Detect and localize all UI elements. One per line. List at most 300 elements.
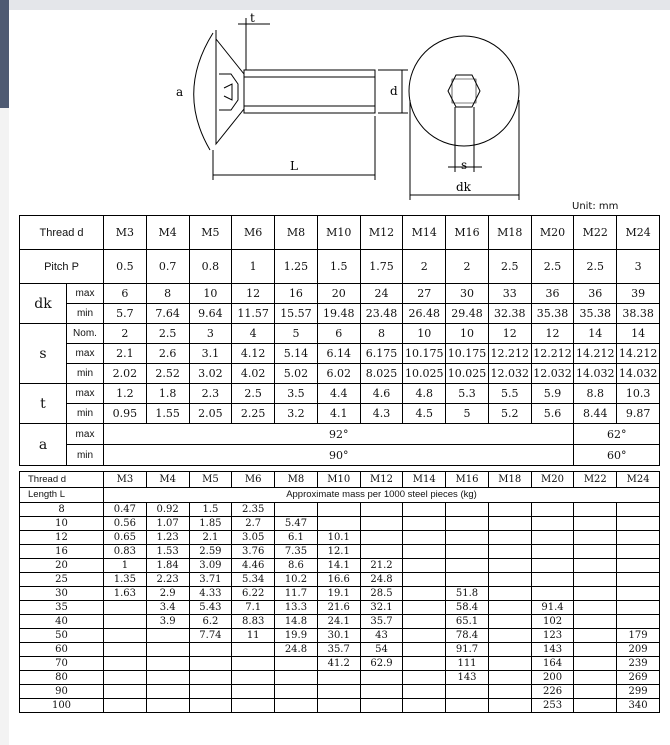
table-cell: 2 — [104, 324, 147, 344]
mass-value: 4.46 — [232, 559, 275, 573]
size-header: M3 — [104, 216, 147, 250]
table-cell: 2.5 — [146, 324, 189, 344]
label-L: L — [290, 159, 298, 173]
table-cell: 11.57 — [232, 304, 275, 324]
mass-value: 6.2 — [189, 615, 232, 629]
mass-value: 1.35 — [104, 573, 147, 587]
size-header: M24 — [617, 472, 660, 488]
max-label: max — [67, 344, 104, 364]
table-cell: 7.64 — [146, 304, 189, 324]
mass-value — [574, 629, 617, 643]
label-t: t — [250, 11, 255, 25]
mass-value — [574, 587, 617, 601]
mass-value: 123 — [531, 629, 574, 643]
socket-bottom — [224, 84, 232, 100]
table-cell: 2.1 — [104, 344, 147, 364]
table-cell: 3 — [189, 324, 232, 344]
length-label: Length L — [20, 488, 104, 503]
mass-value — [403, 685, 446, 699]
table-cell: 5.14 — [275, 344, 318, 364]
mass-value: 0.65 — [104, 531, 147, 545]
mass-value — [446, 699, 489, 713]
size-header: M14 — [403, 216, 446, 250]
mass-value: 1.53 — [146, 545, 189, 559]
dk-max-row — [20, 284, 660, 304]
table-cell: 32.38 — [488, 304, 531, 324]
table-cell: 2.02 — [104, 364, 147, 384]
length-value: 30 — [20, 587, 104, 601]
table-cell: 3.5 — [275, 384, 318, 404]
mass-value — [189, 685, 232, 699]
table-cell: 36 — [531, 284, 574, 304]
mass-value: 62.9 — [360, 657, 403, 671]
mass-value: 32.1 — [360, 601, 403, 615]
mass-value: 91.7 — [446, 643, 489, 657]
size-header: M24 — [617, 216, 660, 250]
mass-value — [574, 531, 617, 545]
mass-thread-row — [20, 472, 660, 488]
table-cell: 4.12 — [232, 344, 275, 364]
mass-value — [488, 559, 531, 573]
size-header: M10 — [317, 472, 360, 488]
mass-value: 14.1 — [317, 559, 360, 573]
mass-value: 5.47 — [275, 517, 318, 531]
length-value: 25 — [20, 573, 104, 587]
length-value: 80 — [20, 671, 104, 685]
table-cell: 4 — [232, 324, 275, 344]
table-cell: 23.48 — [360, 304, 403, 324]
table-cell: 10 — [403, 324, 446, 344]
mass-value: 8.6 — [275, 559, 318, 573]
table-cell: 33 — [488, 284, 531, 304]
mass-value — [189, 657, 232, 671]
table-cell: 3.02 — [189, 364, 232, 384]
size-header: M12 — [360, 472, 403, 488]
a-min-standard: 90° — [104, 445, 574, 466]
table-cell: 9.64 — [189, 304, 232, 324]
mass-value: 6.1 — [275, 531, 318, 545]
mass-thread-label: Thread d — [20, 472, 104, 488]
mass-value — [446, 573, 489, 587]
table-cell: 0.5 — [104, 250, 147, 284]
unit-label: Unit: mm — [572, 201, 619, 212]
table-cell: 5 — [446, 404, 489, 424]
mass-row — [20, 601, 660, 615]
table-cell: 5.6 — [531, 404, 574, 424]
table-cell: 14 — [574, 324, 617, 344]
mass-value — [317, 503, 360, 517]
mass-value — [531, 587, 574, 601]
end-view-circle — [409, 36, 519, 146]
table-cell: 26.48 — [403, 304, 446, 324]
mass-row — [20, 657, 660, 671]
mass-value — [104, 657, 147, 671]
mass-value — [574, 671, 617, 685]
table-cell: 1 — [232, 250, 275, 284]
mass-value — [574, 699, 617, 713]
max-label: max — [67, 424, 104, 445]
mass-value — [488, 531, 531, 545]
table-cell: 10.175 — [403, 344, 446, 364]
label-s: s — [461, 158, 468, 172]
mass-value — [574, 601, 617, 615]
table-cell: 12 — [232, 284, 275, 304]
mass-value: 3.71 — [189, 573, 232, 587]
mass-value — [617, 545, 660, 559]
table-cell: 10 — [446, 324, 489, 344]
size-header: M3 — [104, 472, 147, 488]
size-header: M20 — [531, 216, 574, 250]
mass-length-row — [20, 488, 660, 503]
table-cell: 2.3 — [189, 384, 232, 404]
mass-value: 111 — [446, 657, 489, 671]
mass-value — [531, 517, 574, 531]
table-cell: 15.57 — [275, 304, 318, 324]
mass-value: 1 — [104, 559, 147, 573]
size-header: M18 — [488, 216, 531, 250]
mass-value: 299 — [617, 685, 660, 699]
mass-value — [488, 503, 531, 517]
mass-value: 226 — [531, 685, 574, 699]
a-max-standard: 92° — [104, 424, 574, 445]
mass-value: 41.2 — [317, 657, 360, 671]
size-header: M16 — [446, 216, 489, 250]
nom-label: Nom. — [67, 324, 104, 344]
mass-value — [275, 503, 318, 517]
mass-value — [104, 629, 147, 643]
table-cell: 35.38 — [531, 304, 574, 324]
screw-shank — [244, 70, 375, 113]
table-cell: 2.52 — [146, 364, 189, 384]
mass-value — [317, 699, 360, 713]
length-value: 12 — [20, 531, 104, 545]
mass-value: 8.83 — [232, 615, 275, 629]
mass-value — [617, 615, 660, 629]
mass-value — [446, 685, 489, 699]
length-value: 100 — [20, 699, 104, 713]
mass-value: 35.7 — [317, 643, 360, 657]
table-cell: 3 — [617, 250, 660, 284]
mass-value — [446, 559, 489, 573]
mass-value — [104, 671, 147, 685]
table-cell: 2.6 — [146, 344, 189, 364]
mass-value: 239 — [617, 657, 660, 671]
mass-row — [20, 671, 660, 685]
length-value: 60 — [20, 643, 104, 657]
min-label: min — [67, 304, 104, 324]
mass-value — [574, 559, 617, 573]
mass-row — [20, 545, 660, 559]
mass-value: 6.22 — [232, 587, 275, 601]
mass-value — [488, 643, 531, 657]
mass-value: 10.1 — [317, 531, 360, 545]
table-cell: 6.02 — [317, 364, 360, 384]
table-cell: 12.212 — [488, 344, 531, 364]
length-value: 35 — [20, 601, 104, 615]
mass-value — [617, 573, 660, 587]
mass-row — [20, 559, 660, 573]
mass-value: 143 — [446, 671, 489, 685]
mass-value: 0.92 — [146, 503, 189, 517]
mass-value: 2.7 — [232, 517, 275, 531]
mass-value — [104, 643, 147, 657]
mass-row — [20, 573, 660, 587]
mass-value — [403, 573, 446, 587]
table-cell: 5.02 — [275, 364, 318, 384]
mass-value: 2.9 — [146, 587, 189, 601]
mass-value: 1.23 — [146, 531, 189, 545]
table-cell: 20 — [317, 284, 360, 304]
mass-value: 2.59 — [189, 545, 232, 559]
mass-value — [189, 671, 232, 685]
table-cell: 0.8 — [189, 250, 232, 284]
mass-value — [574, 643, 617, 657]
pitch-label: Pitch P — [20, 250, 104, 284]
mass-value — [574, 517, 617, 531]
mass-value — [617, 587, 660, 601]
screw-technical-drawing — [0, 0, 670, 215]
mass-value: 179 — [617, 629, 660, 643]
mass-value: 5.43 — [189, 601, 232, 615]
size-header: M5 — [189, 472, 232, 488]
table-cell: 12.212 — [531, 344, 574, 364]
table-cell: 6.14 — [317, 344, 360, 364]
size-header: M5 — [189, 216, 232, 250]
size-header: M12 — [360, 216, 403, 250]
table-cell: 9.87 — [617, 404, 660, 424]
table-cell: 14.032 — [617, 364, 660, 384]
mass-value — [403, 629, 446, 643]
mass-value — [617, 601, 660, 615]
a-max-large: 62° — [574, 424, 660, 445]
table-cell: 2 — [446, 250, 489, 284]
mass-value — [446, 531, 489, 545]
max-label: max — [67, 384, 104, 404]
mass-row — [20, 531, 660, 545]
table-cell: 4.02 — [232, 364, 275, 384]
mass-table — [19, 471, 660, 713]
s-nom-row — [20, 324, 660, 344]
table-cell: 29.48 — [446, 304, 489, 324]
table-cell: 5 — [275, 324, 318, 344]
size-header: M22 — [574, 216, 617, 250]
mass-value — [232, 671, 275, 685]
a-min-large: 60° — [574, 445, 660, 466]
mass-value — [617, 503, 660, 517]
mass-value — [146, 699, 189, 713]
mass-value: 1.07 — [146, 517, 189, 531]
dimension-table — [19, 215, 660, 466]
size-header: M16 — [446, 472, 489, 488]
table-cell: 10.025 — [403, 364, 446, 384]
mass-value — [146, 685, 189, 699]
mass-value — [403, 531, 446, 545]
mass-value — [104, 699, 147, 713]
mass-row — [20, 615, 660, 629]
s-label: s — [20, 324, 67, 384]
size-header: M4 — [146, 472, 189, 488]
mass-value: 2.23 — [146, 573, 189, 587]
mass-value: 10.2 — [275, 573, 318, 587]
mass-value — [488, 587, 531, 601]
mass-value — [403, 503, 446, 517]
mass-value — [403, 545, 446, 559]
table-cell: 0.95 — [104, 404, 147, 424]
mass-value — [403, 671, 446, 685]
mass-row — [20, 503, 660, 517]
mass-value: 35.7 — [360, 615, 403, 629]
mass-value — [531, 531, 574, 545]
length-value: 40 — [20, 615, 104, 629]
table-cell: 38.38 — [617, 304, 660, 324]
mass-value — [360, 685, 403, 699]
mass-value — [403, 601, 446, 615]
length-value: 16 — [20, 545, 104, 559]
mass-value: 7.35 — [275, 545, 318, 559]
mass-value: 21.6 — [317, 601, 360, 615]
table-cell: 8 — [360, 324, 403, 344]
mass-value: 14.8 — [275, 615, 318, 629]
mass-value: 0.83 — [104, 545, 147, 559]
table-cell: 14.032 — [574, 364, 617, 384]
thread-label: Thread d — [20, 216, 104, 250]
size-header: M22 — [574, 472, 617, 488]
mass-value — [104, 615, 147, 629]
table-cell: 30 — [446, 284, 489, 304]
min-label: min — [67, 404, 104, 424]
mass-value — [360, 545, 403, 559]
mass-value — [146, 643, 189, 657]
mass-value: 4.33 — [189, 587, 232, 601]
mass-value: 24.8 — [360, 573, 403, 587]
mass-value: 7.74 — [189, 629, 232, 643]
s-min-row — [20, 364, 660, 384]
mass-value: 1.85 — [189, 517, 232, 531]
mass-value: 1.63 — [104, 587, 147, 601]
mass-value: 143 — [531, 643, 574, 657]
mass-value: 253 — [531, 699, 574, 713]
mass-value — [104, 685, 147, 699]
mass-row — [20, 699, 660, 713]
mass-value: 164 — [531, 657, 574, 671]
mass-value — [531, 559, 574, 573]
mass-value — [275, 657, 318, 671]
table-cell: 24 — [360, 284, 403, 304]
label-d: d — [390, 84, 398, 98]
mass-value — [232, 699, 275, 713]
thread-row — [20, 216, 660, 250]
table-cell: 3.2 — [275, 404, 318, 424]
mass-row — [20, 629, 660, 643]
mass-value: 0.47 — [104, 503, 147, 517]
mass-value — [275, 699, 318, 713]
table-cell: 1.8 — [146, 384, 189, 404]
mass-value — [403, 657, 446, 671]
mass-value — [488, 629, 531, 643]
mass-value: 3.76 — [232, 545, 275, 559]
mass-value: 2.1 — [189, 531, 232, 545]
mass-value — [574, 657, 617, 671]
mass-value — [488, 615, 531, 629]
table-cell: 2.05 — [189, 404, 232, 424]
mass-value — [488, 671, 531, 685]
mass-value — [403, 643, 446, 657]
table-cell: 1.75 — [360, 250, 403, 284]
table-cell: 39 — [617, 284, 660, 304]
mass-value: 3.05 — [232, 531, 275, 545]
table-cell: 5.3 — [446, 384, 489, 404]
table-cell: 4.6 — [360, 384, 403, 404]
table-cell: 5.5 — [488, 384, 531, 404]
mass-value — [403, 587, 446, 601]
table-cell: 2.5 — [232, 384, 275, 404]
mass-value — [232, 657, 275, 671]
min-label: min — [67, 364, 104, 384]
table-cell: 14.212 — [617, 344, 660, 364]
table-cell: 10.175 — [446, 344, 489, 364]
table-cell: 5.2 — [488, 404, 531, 424]
mass-value — [488, 545, 531, 559]
size-header: M10 — [317, 216, 360, 250]
table-cell: 2.5 — [488, 250, 531, 284]
mass-row — [20, 685, 660, 699]
mass-value — [360, 671, 403, 685]
mass-value — [146, 657, 189, 671]
mass-value: 102 — [531, 615, 574, 629]
mass-value: 269 — [617, 671, 660, 685]
mass-value: 19.9 — [275, 629, 318, 643]
table-cell: 10 — [189, 284, 232, 304]
mass-value: 30.1 — [317, 629, 360, 643]
length-value: 10 — [20, 517, 104, 531]
table-cell: 5.7 — [104, 304, 147, 324]
table-cell: 3.1 — [189, 344, 232, 364]
mass-value: 209 — [617, 643, 660, 657]
table-cell: 2 — [403, 250, 446, 284]
angle-arc — [194, 33, 213, 150]
table-cell: 2.25 — [232, 404, 275, 424]
table-cell: 4.4 — [317, 384, 360, 404]
table-cell: 12.032 — [531, 364, 574, 384]
mass-row — [20, 643, 660, 657]
table-cell: 35.38 — [574, 304, 617, 324]
mass-row — [20, 517, 660, 531]
mass-value: 43 — [360, 629, 403, 643]
mass-value — [360, 503, 403, 517]
mass-value — [488, 699, 531, 713]
length-value: 70 — [20, 657, 104, 671]
mass-value: 11.7 — [275, 587, 318, 601]
mass-value — [446, 503, 489, 517]
t-max-row — [20, 384, 660, 404]
table-cell: 6 — [104, 284, 147, 304]
mass-value — [574, 503, 617, 517]
a-min-row — [20, 445, 660, 466]
dk-min-row — [20, 304, 660, 324]
mass-value: 19.1 — [317, 587, 360, 601]
mass-value: 5.34 — [232, 573, 275, 587]
size-header: M6 — [232, 216, 275, 250]
mass-value: 13.3 — [275, 601, 318, 615]
mass-value — [403, 517, 446, 531]
dk-label: dk — [20, 284, 67, 324]
size-header: M6 — [232, 472, 275, 488]
table-cell: 4.3 — [360, 404, 403, 424]
min-label: min — [67, 445, 104, 466]
mass-value — [446, 517, 489, 531]
table-cell: 14.212 — [574, 344, 617, 364]
max-label: max — [67, 284, 104, 304]
